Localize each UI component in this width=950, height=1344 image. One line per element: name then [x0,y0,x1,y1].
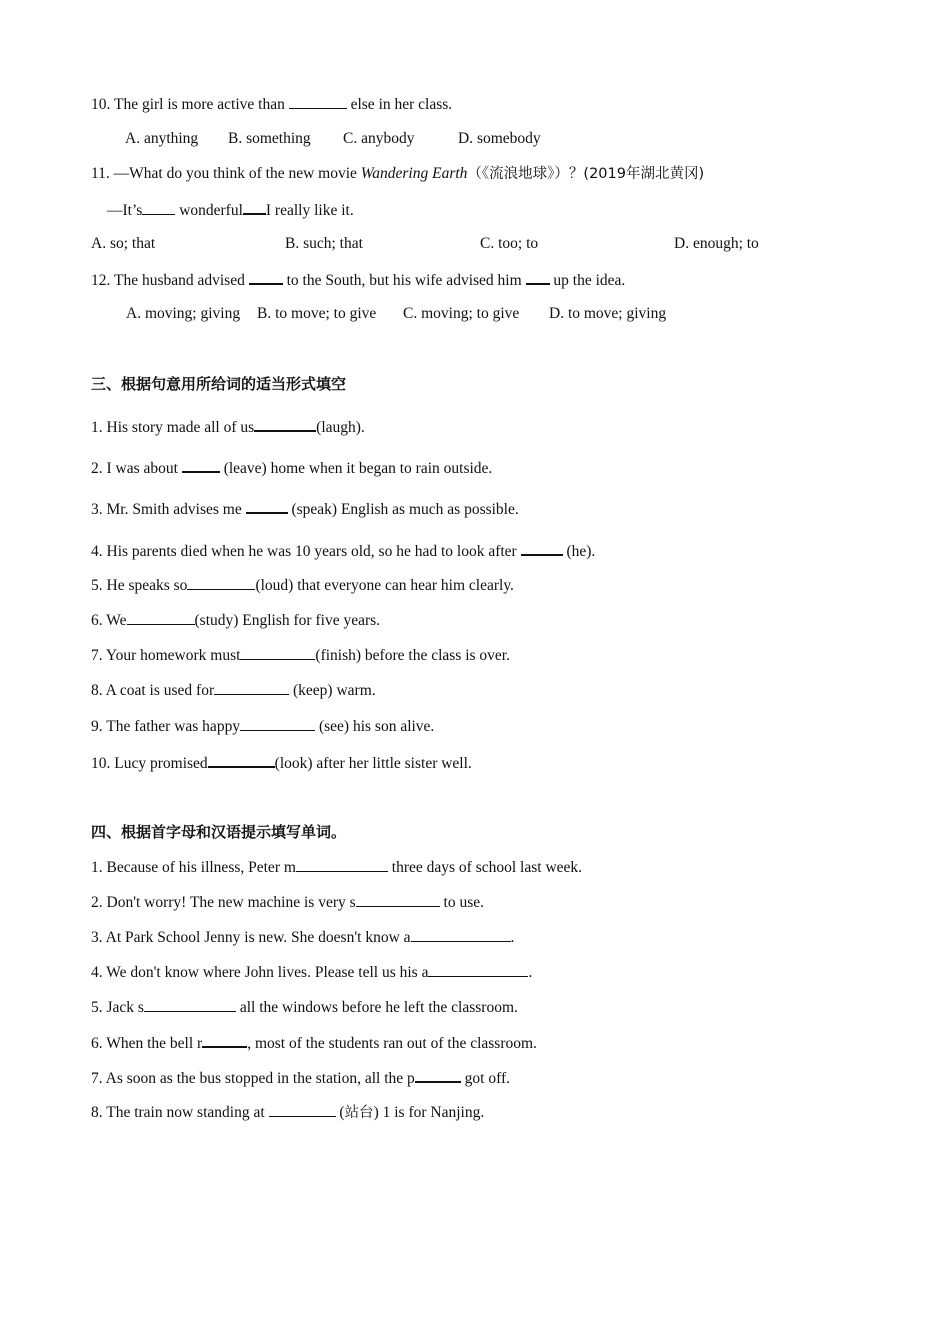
answer-blank[interactable] [144,997,236,1012]
spell-item-1: 1. Because of his illness, Peter m three days of school last week. [91,859,583,876]
spell-item-3: 3. At Park School Jenny is new. She doesn't know a . [91,929,515,946]
answer-blank[interactable] [428,962,528,977]
answer-blank[interactable] [356,892,440,907]
answer-blank[interactable] [521,540,563,556]
option-c[interactable]: C. too; to [480,235,539,252]
answer-blank[interactable] [526,269,550,285]
option-d[interactable]: D. to move; giving [549,305,667,322]
option-b[interactable]: B. such; that [285,235,363,252]
question-10: 10. The girl is more active than else in her class. [91,96,453,113]
spell-item-5: 5. Jack s all the windows before he left the classroom. [91,999,518,1016]
answer-blank[interactable] [296,857,388,872]
question-source: （《流浪地球》）？(2019年湖北黄冈) [467,166,705,182]
fill-item-10: 10. Lucy promised (look) after her little sister well. [91,752,472,774]
spell-item-4: 4. We don't know where John lives. Please tell us his a . [91,964,533,981]
answer-blank[interactable] [249,269,283,285]
answer-blank[interactable] [246,498,288,514]
spell-item-8: 8. The train now standing at (站台) 1 is for Nanjing. [91,1104,485,1121]
spell-item-6: 6. When the bell r , most of the students ran out of the classroom. [91,1032,537,1054]
answer-blank[interactable] [240,716,315,731]
question-11: 11. —What do you think of the new movie Wandering Earth（《流浪地球》）？(2019年湖北黄冈) [91,165,705,182]
answer-blank[interactable] [142,200,175,215]
question-11-reply: —It’s wonderful I really like it. [107,199,354,221]
option-b[interactable]: B. something [228,130,311,147]
spell-item-7: 7. As soon as the bus stopped in the station, all the p got off. [91,1067,510,1089]
option-b[interactable]: B. to move; to give [257,305,377,322]
fill-item-3: 3. Mr. Smith advises me (speak) English as much as possible. [91,498,519,520]
section-4-heading: 四、根据首字母和汉语提示填写单词。 [91,823,347,841]
option-a[interactable]: A. so; that [91,235,156,252]
answer-blank[interactable] [243,199,266,215]
answer-blank[interactable] [269,1102,336,1117]
fill-item-7: 7. Your homework must (finish) before the class is over. [91,647,510,664]
answer-blank[interactable] [289,94,347,109]
spell-item-2: 2. Don't worry! The new machine is very s to use. [91,894,484,911]
option-d[interactable]: D. enough; to [674,235,759,252]
option-a[interactable]: A. anything [125,130,199,147]
fill-item-5: 5. He speaks so (loud) that everyone can hear him clearly. [91,577,514,594]
movie-title: Wandering Earth [360,165,468,182]
answer-blank[interactable] [187,575,255,590]
fill-item-2: 2. I was about (leave) home when it began to rain outside. [91,457,492,479]
option-c[interactable]: C. anybody [343,130,415,147]
fill-item-4: 4. His parents died when he was 10 years old, so he had to look after (he). [91,540,595,562]
answer-blank[interactable] [240,645,315,660]
fill-item-9: 9. The father was happy (see) his son alive. [91,718,435,735]
fill-item-6: 6. We (study) English for five years. [91,612,381,629]
option-a[interactable]: A. moving; giving [126,305,241,322]
option-d[interactable]: D. somebody [458,130,541,147]
answer-blank[interactable] [411,927,511,942]
answer-blank[interactable] [208,752,275,768]
section-3-heading: 三、根据句意用所给词的适当形式填空 [91,375,347,393]
answer-blank[interactable] [182,457,220,473]
question-12: 12. The husband advised to the South, but his wife advised him up the idea. [91,269,625,291]
fill-item-8: 8. A coat is used for (keep) warm. [91,682,376,699]
answer-blank[interactable] [415,1067,461,1083]
answer-blank[interactable] [254,416,316,432]
answer-blank[interactable] [214,680,289,695]
answer-blank[interactable] [127,610,195,625]
option-c[interactable]: C. moving; to give [403,305,520,322]
answer-blank[interactable] [202,1032,247,1048]
fill-item-1: 1. His story made all of us (laugh). [91,416,365,438]
